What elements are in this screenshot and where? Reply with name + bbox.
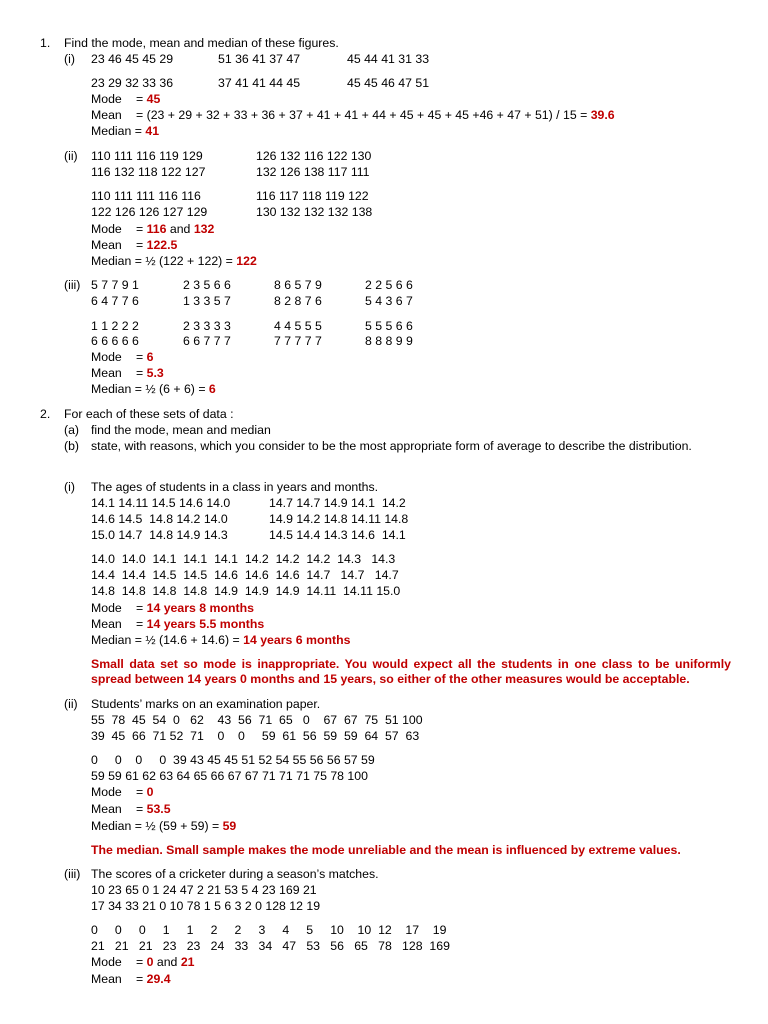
q1-i-sorted-3: 45 45 46 47 51 [347, 76, 430, 90]
q1-i-median [91, 124, 159, 139]
q1-ii-raw-2: 126 132 116 122 130 [256, 149, 372, 163]
q1-ii-mode-eq: = [136, 222, 147, 236]
q1-ii-mode [136, 222, 214, 237]
q2-i-sorted-2: 14.4 14.4 14.5 14.5 14.6 14.6 14.6 14.7 14.7 14.7 [91, 568, 399, 582]
q1-i-mean-value: 39.6 [590, 108, 615, 122]
q1-iii-mean [136, 366, 164, 381]
q2-iii-title: The scores of a cricketer during a season’s matches. [91, 867, 379, 881]
q1-i-mode [136, 92, 160, 107]
q2-number: 2. [40, 407, 51, 421]
q1-i-mode-label: Mode [91, 92, 122, 106]
q1-iii-mode-value: 6 [146, 350, 154, 364]
q1-i-sorted-1: 23 29 32 33 36 [91, 76, 174, 90]
q2-iii-mode-value-b: 21 [180, 955, 195, 969]
q1-iii-label: (iii) [64, 278, 81, 292]
q1-number: 1. [40, 36, 51, 50]
q2-ii-mean-label: Mean [91, 802, 122, 816]
q1-iii-raw-3: 8 6 5 7 9 [274, 278, 322, 292]
q2-iii-raw-2: 17 34 33 21 0 10 78 1 5 6 3 2 0 128 12 19 [91, 899, 321, 913]
q1-i-median-label: Median = [91, 124, 146, 138]
q1-i-mean [136, 108, 615, 123]
q1-iii-mean-label: Mean [91, 366, 122, 380]
q2-b-text: state, with reasons, which you consider to be the most appropriate form of average to describe the distribution. [91, 439, 692, 453]
q1-ii-mode-and: and [166, 222, 194, 236]
q2-iii-sorted-2: 21 21 21 23 23 24 33 34 47 53 56 65 78 128 169 [91, 939, 450, 953]
q2-iii-mean-value: 29.4 [146, 972, 171, 986]
q2-iii-mode-value-a: 0 [146, 955, 154, 969]
q2-i-mean [136, 617, 264, 632]
q1-iii-raw-8: 5 4 3 6 7 [365, 294, 413, 308]
q2-ii-raw-2: 39 45 66 71 52 71 0 0 59 61 56 59 59 64 57 63 [91, 729, 420, 743]
q1-iii-raw-5: 6 4 7 7 6 [91, 294, 139, 308]
q1-iii-raw-6: 1 3 3 5 7 [183, 294, 231, 308]
q1-iii-median-value: 6 [208, 382, 216, 396]
q1-ii-mean-label: Mean [91, 238, 122, 252]
q2-ii-sorted-1: 0 0 0 0 39 43 45 45 51 52 54 55 56 56 57 59 [91, 753, 375, 767]
q2-ii-mode-value: 0 [146, 785, 154, 799]
q1-i-mean-expression: = (23 + 29 + 32 + 33 + 36 + 37 + 41 + 41 + 44 + 45 + 45 + 45 +46 + 47 + 51) / 15 = [136, 108, 591, 122]
q1-ii-raw-1: 110 111 116 119 129 [91, 149, 203, 163]
q1-iii-mode-eq: = [136, 350, 147, 364]
q2-ii-raw-1: 55 78 45 54 0 62 43 56 71 65 0 67 67 75 51 100 [91, 713, 423, 727]
q2-i-raw-left-3: 15.0 14.7 14.8 14.9 14.3 [91, 528, 228, 542]
q2-ii-median [91, 819, 236, 834]
q2-ii-mean-value: 53.5 [146, 802, 171, 816]
q2-i-mode-eq: = [136, 601, 147, 615]
q2-i-mean-value: 14 years 5.5 months [146, 617, 265, 631]
q2-ii-label: (ii) [64, 697, 78, 711]
q2-i-sorted-1: 14.0 14.0 14.1 14.1 14.1 14.2 14.2 14.2 14.3 14.3 [91, 552, 396, 566]
q1-ii-mode-value-a: 116 [146, 222, 167, 236]
q1-i-raw-2: 51 36 41 37 47 [218, 52, 301, 66]
q2-iii-mode-label: Mode [91, 955, 122, 969]
q2-i-raw-right-3: 14.5 14.4 14.3 14.6 14.1 [269, 528, 406, 542]
q2-ii-median-value: 59 [222, 819, 237, 833]
q1-iii-sorted-4: 5 5 5 6 6 [365, 319, 413, 333]
q1-iii-raw-1: 5 7 7 9 1 [91, 278, 139, 292]
q2-ii-mean [136, 802, 171, 817]
q2-a-label: (a) [64, 423, 80, 437]
q1-iii-sorted-7: 7 7 7 7 7 [274, 334, 322, 348]
q2-i-comment: Small data set so mode is inappropriate. You would expect all the students in one class to be uniformly spread between 14 years 0 months and 15 years, so either of the other measures would be acceptable. [91, 657, 731, 686]
q1-ii-label: (ii) [64, 149, 78, 163]
q1-iii-sorted-6: 6 6 7 7 7 [183, 334, 231, 348]
q2-b-label: (b) [64, 439, 80, 453]
q1-i-median-value: 41 [145, 124, 160, 138]
q2-ii-mode-eq: = [136, 785, 147, 799]
q1-iii-mean-eq: = [136, 366, 147, 380]
q1-iii-median [91, 382, 216, 397]
q1-ii-sorted-2: 116 117 118 119 122 [256, 189, 369, 203]
q2-iii-mean-eq: = [136, 972, 147, 986]
q2-iii-mean [136, 972, 171, 987]
q1-i-label: (i) [64, 52, 75, 66]
q2-iii-raw-1: 10 23 65 0 1 24 47 2 21 53 5 4 23 169 21 [91, 883, 317, 897]
q2-i-raw-right-2: 14.9 14.2 14.8 14.11 14.8 [269, 512, 409, 526]
q1-ii-sorted-3: 122 126 126 127 129 [91, 205, 208, 219]
q1-i-sorted-2: 37 41 41 44 45 [218, 76, 301, 90]
q2-a-text: find the mode, mean and median [91, 423, 271, 437]
q2-i-median-expression: Median = ½ (14.6 + 14.6) = [91, 633, 244, 647]
q1-iii-sorted-5: 6 6 6 6 6 [91, 334, 139, 348]
q1-ii-median-expression: Median = ½ (122 + 122) = [91, 254, 237, 268]
q2-iii-mode-eq: = [136, 955, 147, 969]
q2-iii-label: (iii) [64, 867, 81, 881]
q1-ii-raw-3: 116 132 118 122 127 [91, 165, 206, 179]
q2-i-raw-left-2: 14.6 14.5 14.8 14.2 14.0 [91, 512, 228, 526]
q2-i-mean-eq: = [136, 617, 147, 631]
q2-i-title: The ages of students in a class in years and months. [91, 480, 379, 494]
q2-iii-mean-label: Mean [91, 972, 122, 986]
q1-ii-raw-4: 132 126 138 117 111 [256, 165, 370, 179]
q1-title: Find the mode, mean and median of these figures. [64, 36, 339, 50]
q1-ii-sorted-4: 130 132 132 132 138 [256, 205, 373, 219]
q2-iii-sorted-1: 0 0 0 1 1 2 2 3 4 5 10 10 12 17 19 [91, 923, 447, 937]
q2-i-mode [136, 601, 254, 616]
q2-ii-comment: The median. Small sample makes the mode unreliable and the mean is influenced by extreme values. [91, 843, 681, 857]
q1-iii-mean-value: 5.3 [146, 366, 164, 380]
q2-i-raw-left-1: 14.1 14.11 14.5 14.6 14.0 [91, 496, 231, 510]
q1-ii-mean [136, 238, 177, 253]
q1-iii-sorted-3: 4 4 5 5 5 [274, 319, 322, 333]
q2-i-label: (i) [64, 480, 75, 494]
q1-ii-mean-eq: = [136, 238, 147, 252]
q2-i-mode-label: Mode [91, 601, 122, 615]
q1-ii-sorted-1: 110 111 111 116 116 [91, 189, 201, 203]
q1-iii-median-expression: Median = ½ (6 + 6) = [91, 382, 209, 396]
q1-iii-mode-label: Mode [91, 350, 122, 364]
q1-iii-raw-2: 2 3 5 6 6 [183, 278, 231, 292]
q2-ii-median-expression: Median = ½ (59 + 59) = [91, 819, 223, 833]
q2-i-median-value: 14 years 6 months [243, 633, 351, 647]
q2-ii-mode [136, 785, 153, 800]
q1-i-mode-value: 45 [146, 92, 161, 106]
q2-i-mean-label: Mean [91, 617, 122, 631]
q1-i-raw-1: 23 46 45 45 29 [91, 52, 174, 66]
q1-iii-sorted-2: 2 3 3 3 3 [183, 319, 231, 333]
q2-ii-sorted-2: 59 59 61 62 63 64 65 66 67 67 71 71 71 75 78 100 [91, 769, 368, 783]
q2-ii-mode-label: Mode [91, 785, 122, 799]
q2-title: For each of these sets of data : [64, 407, 234, 421]
q2-ii-title: Students’ marks on an examination paper. [91, 697, 321, 711]
q2-i-raw-right-1: 14.7 14.7 14.9 14.1 14.2 [269, 496, 406, 510]
q1-ii-mode-label: Mode [91, 222, 122, 236]
q1-i-mode-eq: = [136, 92, 147, 106]
q2-ii-mean-eq: = [136, 802, 147, 816]
q2-i-sorted-3: 14.8 14.8 14.8 14.8 14.9 14.9 14.9 14.11 14.11 15.0 [91, 584, 401, 598]
q2-i-median [91, 633, 350, 648]
q1-iii-sorted-1: 1 1 2 2 2 [91, 319, 139, 333]
q1-iii-mode [136, 350, 153, 365]
q1-iii-raw-7: 8 2 8 7 6 [274, 294, 322, 308]
q2-i-mode-value: 14 years 8 months [146, 601, 254, 615]
q1-i-mean-label: Mean [91, 108, 122, 122]
q2-iii-mode-and: and [153, 955, 181, 969]
q1-ii-median-value: 122 [236, 254, 257, 268]
q1-iii-sorted-8: 8 8 8 9 9 [365, 334, 413, 348]
q1-ii-median [91, 254, 257, 269]
q1-i-raw-3: 45 44 41 31 33 [347, 52, 430, 66]
q2-iii-mode [136, 955, 195, 970]
q1-iii-raw-4: 2 2 5 6 6 [365, 278, 413, 292]
q1-ii-mean-value: 122.5 [146, 238, 178, 252]
q1-ii-mode-value-b: 132 [193, 222, 215, 236]
